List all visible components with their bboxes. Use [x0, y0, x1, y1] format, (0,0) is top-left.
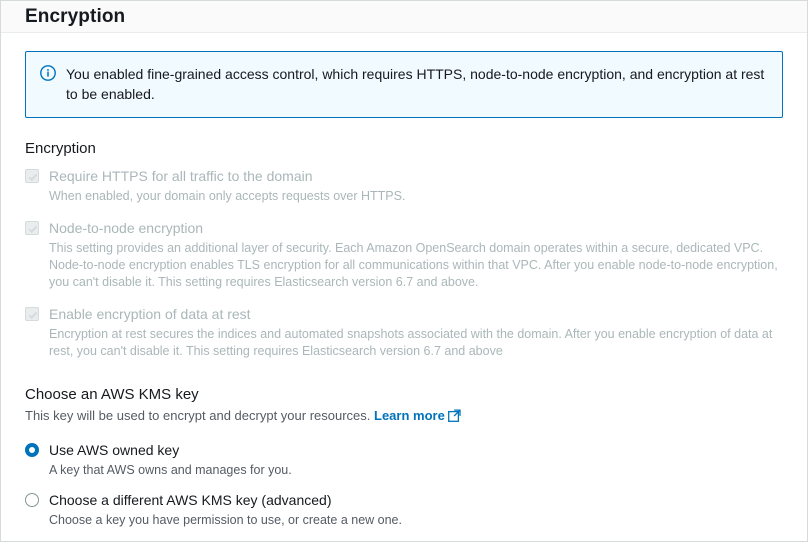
checkbox-description-encryption-at-rest: Encryption at rest secures the indices and automated snapshots associated with the domain. After you enable encryption of data at rest, you can't disable it. This setting requires Elasticsearch version 6.7 and above: [49, 327, 773, 358]
panel-body: [1, 33, 807, 541]
radio-aws-owned-key[interactable]: [25, 443, 39, 457]
kms-section-description: [25, 407, 783, 427]
checkbox-node-to-node: [25, 221, 39, 235]
alert-message: You enabled fine-grained access control, which requires HTTPS, node-to-node encryption, and encryption at rest to be enabled.: [66, 66, 765, 102]
checkbox-label-node-to-node: Node-to-node encryption: [49, 220, 204, 236]
checkbox-label-require-https: Require HTTPS for all traffic to the domain: [49, 168, 313, 184]
radio-label-aws-owned-key: Use AWS owned key: [49, 442, 180, 458]
learn-more-link[interactable]: [374, 408, 461, 423]
checkbox-encryption-at-rest: [25, 307, 39, 321]
panel-header: [1, 1, 807, 33]
checkbox-row-encryption-at-rest: [25, 305, 783, 360]
radio-description-different-kms-key: Choose a key you have permission to use, or create a new one.: [49, 513, 402, 527]
info-icon: [40, 65, 56, 86]
radio-row-aws-owned-key[interactable]: [25, 441, 783, 479]
kms-description-text: This key will be used to encrypt and decrypt your resources.: [25, 408, 371, 423]
learn-more-label: Learn more: [374, 408, 445, 423]
radio-different-kms-key[interactable]: [25, 493, 39, 507]
radio-row-different-kms-key[interactable]: [25, 491, 783, 529]
checkbox-description-node-to-node: This setting provides an additional layer of security. Each Amazon OpenSearch domain operates within a secure, dedicated VPC. Node-to-node encryption enables TLS encryption for all communications within that VPC. After you enable node-to-node encryption, you can't disable it. This setting requires Elasticsearch version 6.7 and above.: [49, 241, 778, 289]
checkbox-row-node-to-node: [25, 219, 783, 291]
radio-description-aws-owned-key: A key that AWS owns and manages for you.: [49, 463, 292, 477]
page-title: Encryption: [25, 5, 126, 27]
checkbox-row-require-https: [25, 167, 783, 205]
encryption-section-heading: Encryption: [25, 140, 96, 157]
kms-section-heading: Choose an AWS KMS key: [25, 386, 199, 403]
external-link-icon: [448, 409, 461, 427]
radio-label-different-kms-key: Choose a different AWS KMS key (advanced): [49, 492, 332, 508]
info-alert: [25, 51, 783, 118]
checkbox-label-encryption-at-rest: Enable encryption of data at rest: [49, 306, 251, 322]
checkbox-description-require-https: When enabled, your domain only accepts requests over HTTPS.: [49, 189, 406, 203]
checkbox-require-https: [25, 169, 39, 183]
